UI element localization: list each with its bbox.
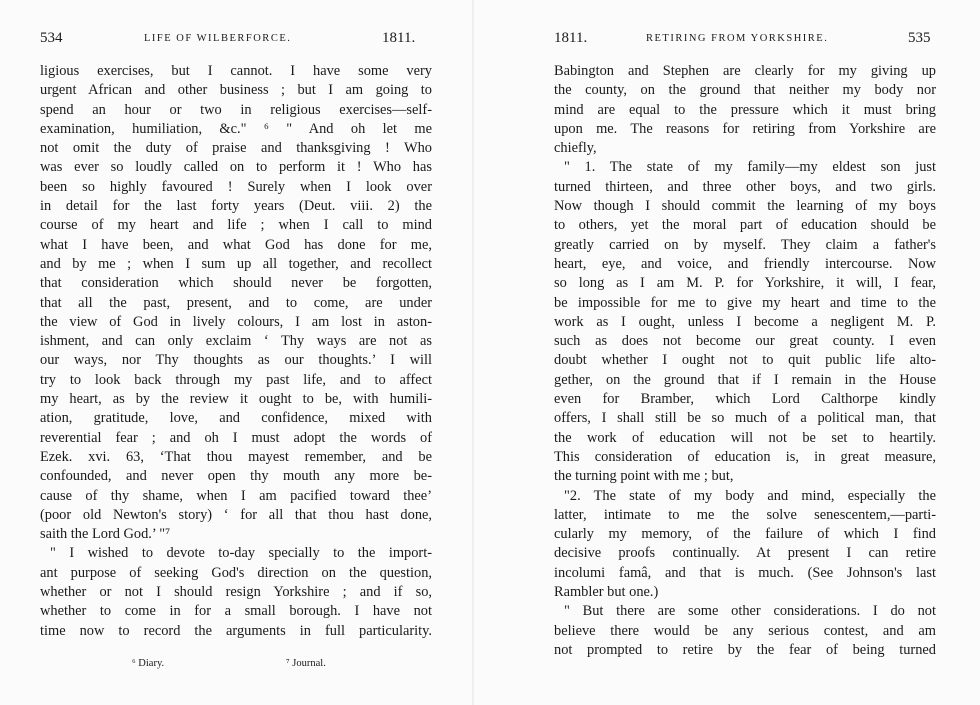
- text-line: greatly carried on by myself. They claim a father's: [554, 236, 936, 253]
- text-line: ligious exercises, but I cannot. I have some very: [40, 63, 432, 79]
- text-line: heart, eye, and voice, and friendly intercourse. Now: [554, 255, 936, 272]
- text-line: ant purpose of seeking God's direction on the question,: [40, 564, 432, 581]
- text-line: such as does not become our great county. I even: [554, 333, 936, 350]
- right-page: [474, 0, 980, 705]
- text-line: the work of education will not be set to heartily.: [554, 429, 936, 446]
- text-line: Rambler but one.): [554, 584, 659, 601]
- text-line: examination, humiliation, &c." ⁶ " And oh let me: [40, 120, 432, 137]
- right-page-number: 535: [908, 30, 931, 46]
- text-line: reverential fear ; and oh I must adopt the words of: [40, 429, 432, 446]
- text-line: confounded, and never open thy mouth any more be-: [40, 468, 432, 485]
- text-line: in detail for the last forty years (Deut. viii. 2) the: [40, 198, 432, 215]
- text-line: believe there would be any serious contest, and am: [554, 622, 936, 639]
- footnote: ⁷ Journal.: [286, 658, 326, 669]
- text-line: even for Bramber, which Lord Calthorpe kindly: [554, 391, 936, 408]
- text-line: that consideration which should never be forgotten,: [40, 275, 432, 292]
- left-running-title: LIFE OF WILBERFORCE.: [144, 33, 292, 44]
- text-line: incolumi famâ, and that is much. (See Johnson's last: [554, 564, 936, 581]
- right-year: 1811.: [554, 30, 588, 46]
- text-line: our ways, nor Thy thoughts as our thoughts.’ I will: [40, 352, 432, 369]
- text-line: Babington and Stephen are clearly for my giving up: [554, 63, 936, 79]
- text-line: " But there are some other considerations. I do not: [564, 603, 936, 620]
- text-line: spend an hour or two in religious exercises—self-: [40, 101, 432, 118]
- text-line: latter, intimate to me the solve senescentem,—parti-: [554, 506, 936, 523]
- text-line: cularly my memory, of the failure of which I find: [554, 526, 936, 543]
- text-line: work as I ought, unless I become a negligent M. P.: [554, 313, 936, 330]
- text-line: " I wished to devote to-day specially to the import-: [50, 545, 432, 562]
- text-line: whether or not I should resign Yorkshire ; and if so,: [40, 584, 432, 601]
- left-footnotes: [40, 658, 432, 674]
- text-line: decisive proofs continually. At present I can retire: [554, 545, 936, 562]
- right-running-title: RETIRING FROM YORKSHIRE.: [646, 33, 829, 44]
- left-page-number: 534: [40, 30, 63, 46]
- text-line: time now to record the arguments in full particularity.: [40, 622, 432, 639]
- text-line: the county, on the ground that neither my body nor: [554, 82, 936, 99]
- text-line: offers, I shall still be so much of a political man, that: [554, 410, 936, 427]
- text-line: turned thirteen, and three other boys, and two girls.: [554, 178, 936, 195]
- text-line: to others, yet the moral part of education should be: [554, 217, 936, 234]
- text-line: urgent African and other business ; but I am going to: [40, 82, 432, 99]
- text-line: the view of God in lively colours, I am lost in aston-: [40, 313, 432, 330]
- text-line: and by me ; when I sum up all together, and recollect: [40, 255, 432, 272]
- text-line: what I have been, and what God has done for me,: [40, 236, 432, 253]
- text-line: was ever so loudly called on to perform it ! Who has: [40, 159, 432, 176]
- text-line: try to look back through my past life, and to affect: [40, 371, 432, 388]
- text-line: "2. The state of my body and mind, especially the: [564, 487, 936, 504]
- text-line: course of my heart and life ; when I call to mind: [40, 217, 432, 234]
- text-line: mind are equal to the pressure which it must bring: [554, 101, 936, 118]
- text-line: that all the past, present, and to come, are under: [40, 294, 432, 311]
- text-line: doubt whether I ought not to quit public life alto-: [554, 352, 936, 369]
- text-line: chiefly,: [554, 140, 597, 157]
- text-line: not prompted to retire by the fear of being turned: [554, 641, 936, 658]
- text-line: my heart, as by the review it ought to be, with humili-: [40, 391, 432, 408]
- right-body-text: [554, 62, 936, 660]
- left-running-head: [40, 30, 420, 50]
- text-line: been so highly favoured ! Surely when I look over: [40, 178, 432, 195]
- text-line: ishment, and can only exclaim ‘ Thy ways are not as: [40, 333, 432, 350]
- text-line: saith the Lord God.’ "⁷: [40, 526, 171, 543]
- text-line: " 1. The state of my family—my eldest son just: [564, 159, 936, 176]
- text-line: This consideration of education is, in great measure,: [554, 448, 936, 465]
- left-page: [0, 0, 474, 705]
- footnote: ⁶ Diary.: [132, 658, 165, 669]
- right-running-head: [554, 30, 944, 50]
- left-body-text: [40, 62, 432, 641]
- text-line: Now though I should commit the learning of my boys: [554, 198, 936, 215]
- text-line: upon me. The reasons for retiring from Yorkshire are: [554, 120, 936, 137]
- text-line: Ezek. xvi. 63, ‘That thou mayest remember, and be: [40, 448, 432, 465]
- text-line: cause of thy shame, when I am pacified toward thee’: [40, 487, 432, 504]
- left-year: 1811.: [382, 30, 416, 46]
- text-line: not omit the duty of praise and thanksgiving ! Who: [40, 140, 432, 157]
- text-line: be impossible for me to give my heart and time to the: [554, 294, 936, 311]
- text-line: so long as I am M. P. for Yorkshire, it will, I fear,: [554, 275, 936, 292]
- text-line: the turning point with me ; but,: [554, 468, 734, 485]
- text-line: gether, on the ground that if I remain in the House: [554, 371, 936, 388]
- text-line: (poor old Newton's story) ‘ for all that thou hast done,: [40, 506, 432, 523]
- text-line: ation, gratitude, love, and confidence, mixed with: [40, 410, 432, 427]
- text-line: whether to come in for a small borough. I have not: [40, 603, 432, 620]
